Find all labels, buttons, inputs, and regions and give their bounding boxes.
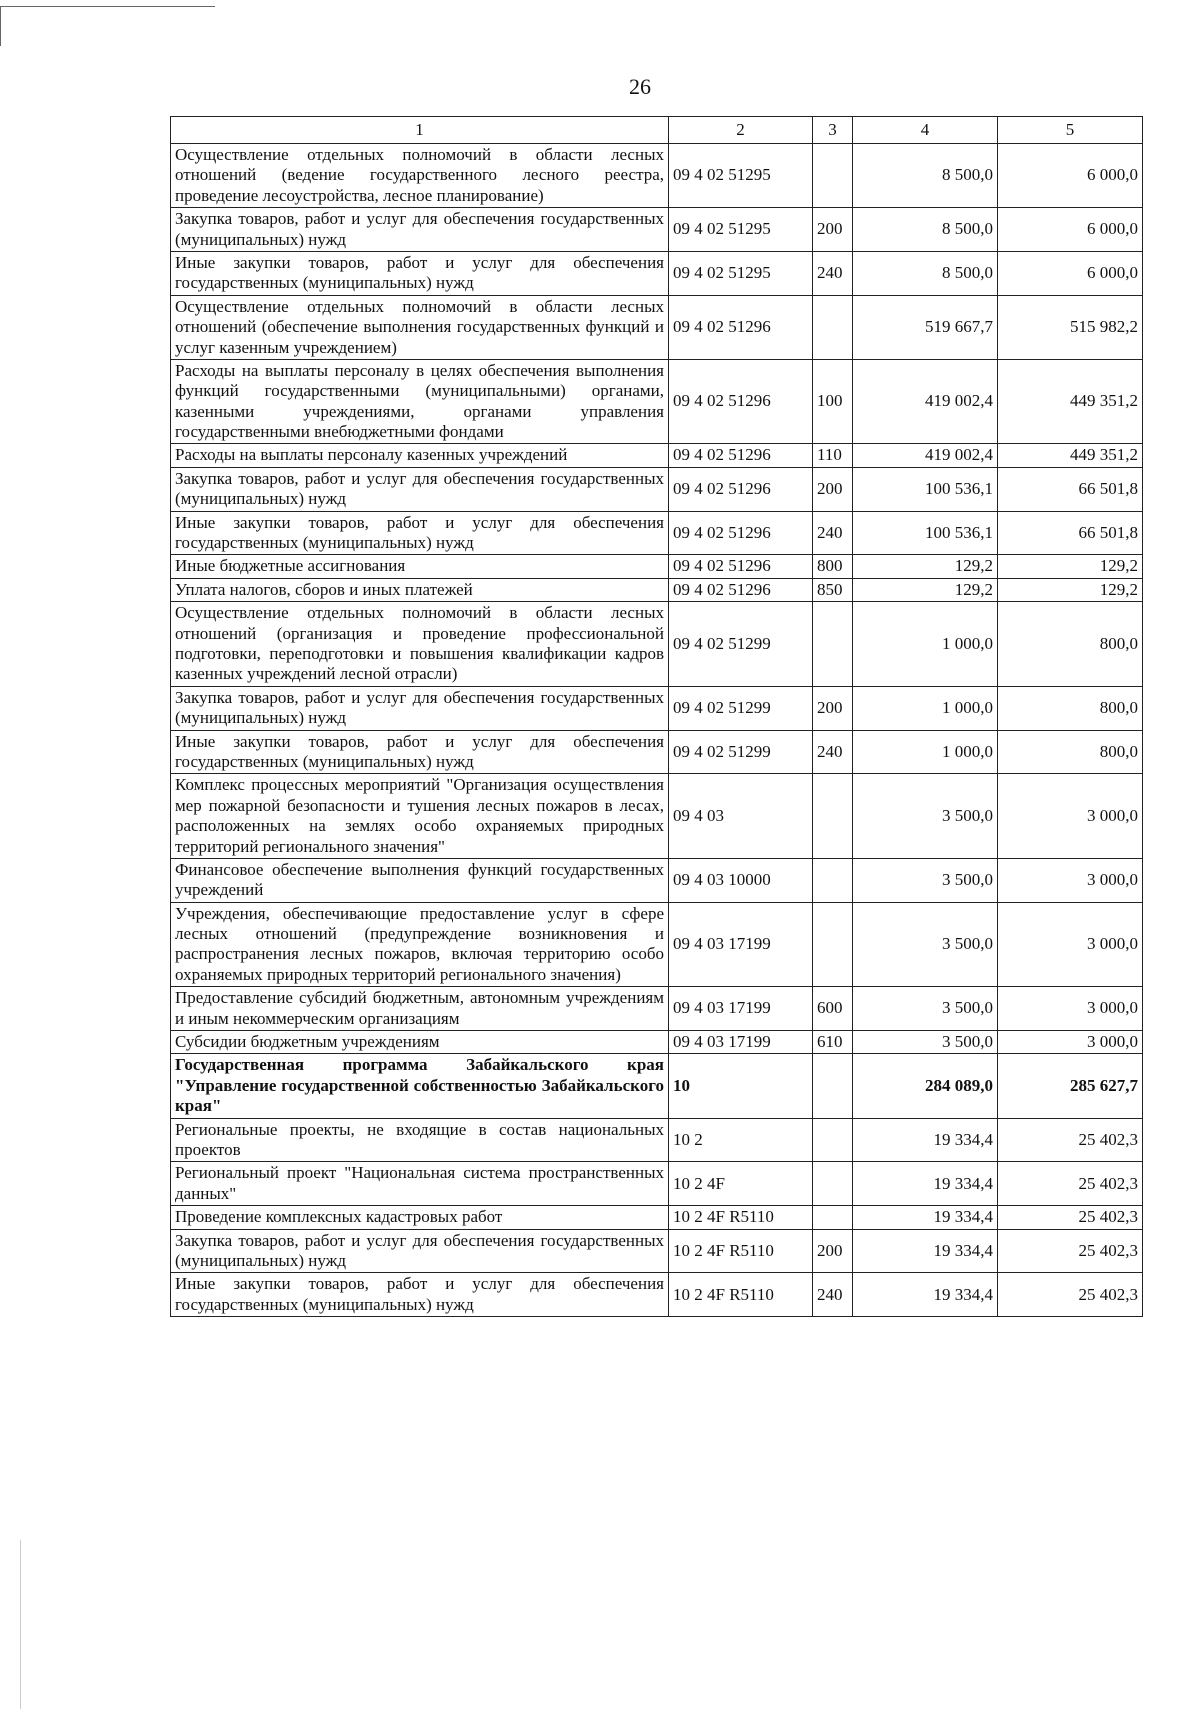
row-code-cell: 10 xyxy=(669,1054,813,1118)
row-code-cell: 09 4 02 51296 xyxy=(669,359,813,444)
row-value-col5-cell: 129,2 xyxy=(998,555,1143,578)
row-type-cell xyxy=(813,144,853,208)
table-row xyxy=(171,1273,1143,1317)
row-code-cell: 09 4 02 51299 xyxy=(669,602,813,687)
row-value-col5-cell: 449 351,2 xyxy=(998,359,1143,444)
row-name-cell: Учреждения, обеспечивающие предоставление услуг в сфере лесных отношений (предупреждение возникновения и распространения лесных пожаров, включая территорию особо охраняемых природных территорий регионального значения) xyxy=(171,902,669,987)
row-type-cell: 200 xyxy=(813,208,853,252)
table-row xyxy=(171,208,1143,252)
row-code-cell: 09 4 02 51296 xyxy=(669,444,813,467)
row-value-col5-cell: 25 402,3 xyxy=(998,1273,1143,1317)
row-type-cell xyxy=(813,774,853,859)
row-type-cell: 600 xyxy=(813,987,853,1031)
row-value-col4-cell: 100 536,1 xyxy=(853,511,998,555)
row-code-cell: 09 4 02 51295 xyxy=(669,208,813,252)
row-value-col5-cell: 25 402,3 xyxy=(998,1229,1143,1273)
row-value-col4-cell: 19 334,4 xyxy=(853,1118,998,1162)
row-code-cell: 09 4 02 51296 xyxy=(669,555,813,578)
row-name-cell: Предоставление субсидий бюджетным, автономным учреждениям и иным некоммерческим организациям xyxy=(171,987,669,1031)
row-code-cell: 10 2 4F R5110 xyxy=(669,1206,813,1229)
scan-edge-shadow xyxy=(20,1540,21,1709)
row-name-cell: Региональный проект "Национальная система пространственных данных" xyxy=(171,1162,669,1206)
table-row xyxy=(171,444,1143,467)
table-row xyxy=(171,774,1143,859)
row-code-cell: 09 4 02 51295 xyxy=(669,251,813,295)
row-type-cell xyxy=(813,1118,853,1162)
row-value-col5-cell: 3 000,0 xyxy=(998,858,1143,902)
row-value-col4-cell: 1 000,0 xyxy=(853,730,998,774)
row-value-col5-cell: 6 000,0 xyxy=(998,208,1143,252)
row-value-col4-cell: 284 089,0 xyxy=(853,1054,998,1118)
row-value-col5-cell: 25 402,3 xyxy=(998,1162,1143,1206)
header-row xyxy=(171,117,1143,144)
row-type-cell xyxy=(813,1054,853,1118)
scan-border-line xyxy=(0,6,215,7)
row-type-cell: 240 xyxy=(813,511,853,555)
row-name-cell: Закупка товаров, работ и услуг для обеспечения государственных (муниципальных) нужд xyxy=(171,208,669,252)
row-code-cell: 09 4 03 17199 xyxy=(669,987,813,1031)
row-name-cell: Закупка товаров, работ и услуг для обеспечения государственных (муниципальных) нужд xyxy=(171,467,669,511)
table-row xyxy=(171,987,1143,1031)
table-row xyxy=(171,1229,1143,1273)
table-row xyxy=(171,1118,1143,1162)
row-type-cell: 110 xyxy=(813,444,853,467)
row-name-cell: Иные бюджетные ассигнования xyxy=(171,555,669,578)
row-value-col5-cell: 800,0 xyxy=(998,602,1143,687)
column-header: 4 xyxy=(853,117,998,144)
row-name-cell: Закупка товаров, работ и услуг для обеспечения государственных (муниципальных) нужд xyxy=(171,1229,669,1273)
table-row xyxy=(171,144,1143,208)
table-row xyxy=(171,467,1143,511)
row-value-col4-cell: 519 667,7 xyxy=(853,295,998,359)
row-name-cell: Финансовое обеспечение выполнения функций государственных учреждений xyxy=(171,858,669,902)
row-name-cell: Иные закупки товаров, работ и услуг для обеспечения государственных (муниципальных) нужд xyxy=(171,251,669,295)
table-row xyxy=(171,1162,1143,1206)
row-value-col5-cell: 3 000,0 xyxy=(998,902,1143,987)
scan-border-line xyxy=(0,6,1,46)
row-value-col4-cell: 8 500,0 xyxy=(853,251,998,295)
row-value-col4-cell: 19 334,4 xyxy=(853,1162,998,1206)
row-value-col5-cell: 3 000,0 xyxy=(998,1031,1143,1054)
row-name-cell: Государственная программа Забайкальского края "Управление государственной собственностью Забайкальского края" xyxy=(171,1054,669,1118)
row-code-cell: 09 4 02 51296 xyxy=(669,511,813,555)
column-header: 2 xyxy=(669,117,813,144)
row-value-col4-cell: 19 334,4 xyxy=(853,1229,998,1273)
row-code-cell: 10 2 4F xyxy=(669,1162,813,1206)
row-type-cell xyxy=(813,1206,853,1229)
row-value-col4-cell: 129,2 xyxy=(853,555,998,578)
row-type-cell xyxy=(813,1162,853,1206)
row-value-col4-cell: 1 000,0 xyxy=(853,686,998,730)
row-name-cell: Региональные проекты, не входящие в состав национальных проектов xyxy=(171,1118,669,1162)
row-name-cell: Осуществление отдельных полномочий в области лесных отношений (обеспечение выполнения государственных функций и услуг казенным учреждением) xyxy=(171,295,669,359)
row-code-cell: 09 4 03 17199 xyxy=(669,902,813,987)
row-code-cell: 09 4 03 10000 xyxy=(669,858,813,902)
table-row xyxy=(171,686,1143,730)
row-value-col4-cell: 100 536,1 xyxy=(853,467,998,511)
row-code-cell: 09 4 02 51299 xyxy=(669,730,813,774)
budget-table xyxy=(170,116,1143,1317)
row-type-cell: 240 xyxy=(813,251,853,295)
row-value-col5-cell: 66 501,8 xyxy=(998,467,1143,511)
row-name-cell: Комплекс процессных мероприятий "Организация осуществления мер пожарной безопасности и тушения лесных пожаров в лесах, расположенных на землях особо охраняемых природных территорий регионального значения" xyxy=(171,774,669,859)
column-header: 3 xyxy=(813,117,853,144)
row-code-cell: 10 2 4F R5110 xyxy=(669,1273,813,1317)
row-type-cell: 200 xyxy=(813,686,853,730)
table-row xyxy=(171,511,1143,555)
row-type-cell: 200 xyxy=(813,1229,853,1273)
row-code-cell: 09 4 02 51296 xyxy=(669,578,813,601)
row-name-cell: Расходы на выплаты персоналу казенных учреждений xyxy=(171,444,669,467)
table-row xyxy=(171,858,1143,902)
table-row xyxy=(171,555,1143,578)
row-code-cell: 09 4 02 51295 xyxy=(669,144,813,208)
row-value-col4-cell: 3 500,0 xyxy=(853,902,998,987)
row-type-cell: 850 xyxy=(813,578,853,601)
row-value-col5-cell: 3 000,0 xyxy=(998,774,1143,859)
row-value-col5-cell: 25 402,3 xyxy=(998,1118,1143,1162)
row-value-col4-cell: 419 002,4 xyxy=(853,359,998,444)
table-row xyxy=(171,295,1143,359)
row-value-col4-cell: 3 500,0 xyxy=(853,1031,998,1054)
row-code-cell: 09 4 02 51296 xyxy=(669,295,813,359)
row-value-col5-cell: 800,0 xyxy=(998,686,1143,730)
row-value-col4-cell: 3 500,0 xyxy=(853,774,998,859)
row-name-cell: Уплата налогов, сборов и иных платежей xyxy=(171,578,669,601)
table-body xyxy=(171,144,1143,1317)
table-row xyxy=(171,578,1143,601)
row-name-cell: Субсидии бюджетным учреждениям xyxy=(171,1031,669,1054)
table-row xyxy=(171,359,1143,444)
row-name-cell: Иные закупки товаров, работ и услуг для обеспечения государственных (муниципальных) нужд xyxy=(171,511,669,555)
row-type-cell: 240 xyxy=(813,730,853,774)
row-name-cell: Иные закупки товаров, работ и услуг для обеспечения государственных (муниципальных) нужд xyxy=(171,1273,669,1317)
table-row xyxy=(171,1031,1143,1054)
row-value-col5-cell: 449 351,2 xyxy=(998,444,1143,467)
table-row xyxy=(171,1054,1143,1118)
row-name-cell: Расходы на выплаты персоналу в целях обеспечения выполнения функций государственными (муниципальными) органами, казенными учреждениями, органами управления государственными внебюджетными фондами xyxy=(171,359,669,444)
row-value-col4-cell: 3 500,0 xyxy=(853,987,998,1031)
row-value-col5-cell: 6 000,0 xyxy=(998,144,1143,208)
row-type-cell: 610 xyxy=(813,1031,853,1054)
row-name-cell: Осуществление отдельных полномочий в области лесных отношений (ведение государственного лесного реестра, проведение лесоустройства, лесное планирование) xyxy=(171,144,669,208)
row-name-cell: Проведение комплексных кадастровых работ xyxy=(171,1206,669,1229)
column-header: 5 xyxy=(998,117,1143,144)
row-code-cell: 09 4 02 51299 xyxy=(669,686,813,730)
row-value-col5-cell: 800,0 xyxy=(998,730,1143,774)
row-value-col5-cell: 3 000,0 xyxy=(998,987,1143,1031)
row-type-cell: 200 xyxy=(813,467,853,511)
row-code-cell: 09 4 02 51296 xyxy=(669,467,813,511)
column-header: 1 xyxy=(171,117,669,144)
row-value-col5-cell: 129,2 xyxy=(998,578,1143,601)
row-type-cell xyxy=(813,295,853,359)
row-type-cell xyxy=(813,602,853,687)
table-header xyxy=(171,117,1143,144)
row-name-cell: Осуществление отдельных полномочий в области лесных отношений (организация и проведение профессиональной подготовки, переподготовки и повышения квалификации кадров казенных учреждений лесной отрасли) xyxy=(171,602,669,687)
row-name-cell: Иные закупки товаров, работ и услуг для обеспечения государственных (муниципальных) нужд xyxy=(171,730,669,774)
row-value-col5-cell: 66 501,8 xyxy=(998,511,1143,555)
row-code-cell: 10 2 4F R5110 xyxy=(669,1229,813,1273)
row-value-col4-cell: 1 000,0 xyxy=(853,602,998,687)
row-value-col5-cell: 25 402,3 xyxy=(998,1206,1143,1229)
row-type-cell: 100 xyxy=(813,359,853,444)
row-code-cell: 10 2 xyxy=(669,1118,813,1162)
table-row xyxy=(171,602,1143,687)
row-value-col5-cell: 285 627,7 xyxy=(998,1054,1143,1118)
row-code-cell: 09 4 03 xyxy=(669,774,813,859)
row-value-col4-cell: 19 334,4 xyxy=(853,1273,998,1317)
row-value-col4-cell: 19 334,4 xyxy=(853,1206,998,1229)
row-type-cell xyxy=(813,902,853,987)
row-value-col5-cell: 515 982,2 xyxy=(998,295,1143,359)
table-row xyxy=(171,251,1143,295)
row-name-cell: Закупка товаров, работ и услуг для обеспечения государственных (муниципальных) нужд xyxy=(171,686,669,730)
page-number: 26 xyxy=(629,74,651,99)
row-value-col4-cell: 129,2 xyxy=(853,578,998,601)
table-row xyxy=(171,1206,1143,1229)
table-row xyxy=(171,902,1143,987)
row-code-cell: 09 4 03 17199 xyxy=(669,1031,813,1054)
row-value-col5-cell: 6 000,0 xyxy=(998,251,1143,295)
row-type-cell: 240 xyxy=(813,1273,853,1317)
row-type-cell: 800 xyxy=(813,555,853,578)
row-value-col4-cell: 8 500,0 xyxy=(853,144,998,208)
row-type-cell xyxy=(813,858,853,902)
table-row xyxy=(171,730,1143,774)
row-value-col4-cell: 419 002,4 xyxy=(853,444,998,467)
row-value-col4-cell: 3 500,0 xyxy=(853,858,998,902)
row-value-col4-cell: 8 500,0 xyxy=(853,208,998,252)
